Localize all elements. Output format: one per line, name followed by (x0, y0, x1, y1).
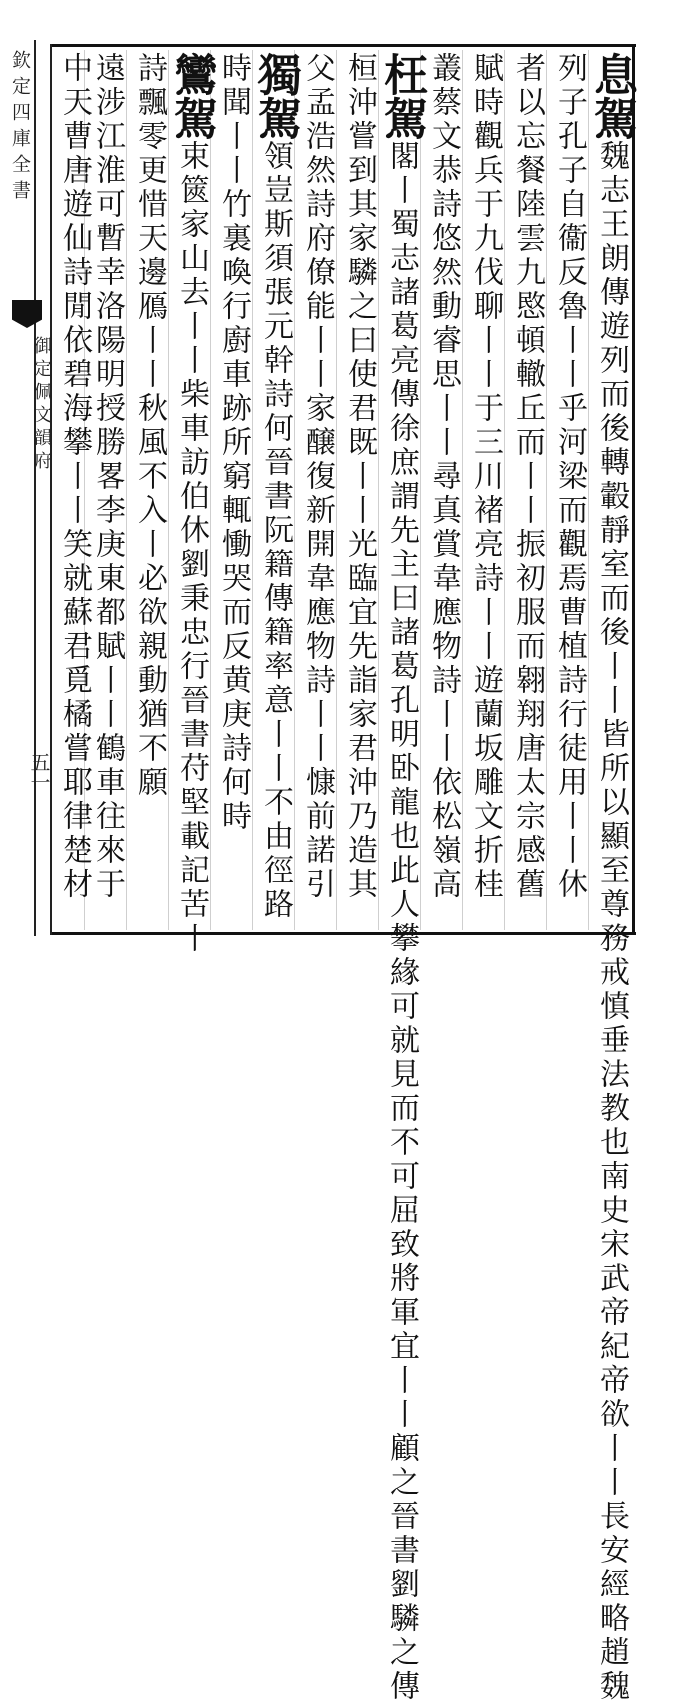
text-column-12 (127, 52, 171, 926)
entry-heading: 息駕 (586, 52, 637, 140)
text-column-2 (547, 52, 591, 926)
entry-heading: 鸞駕 (166, 52, 217, 140)
column-text: 閣丨蜀志諸葛亮傳徐庶謂先主曰諸葛孔明卧龍也此人攀緣可就見而不可屈致將軍宜丨丨顧之晉書劉驎之傳 (384, 140, 419, 1704)
column-text: 中天曹唐遊仙詩閒依碧海攀丨丨笑就蘇君覓橘嘗耶律楚材 (57, 52, 92, 902)
margin-subtitle: 御定佩文韻府 (31, 336, 52, 474)
text-column-6 (376, 52, 427, 1704)
fish-tail-icon (12, 300, 42, 328)
text-column-5 (421, 52, 465, 926)
column-text: 父孟浩然詩府僚能丨丨家醸復新開韋應物詩丨丨慷前諾引 (300, 52, 335, 902)
frame-top-border (50, 44, 636, 47)
column-text: 遠涉江淮可暫幸洛陽明授勝畧李庚東都賦丨丨鶴車往來于 (90, 52, 125, 902)
entry-heading: 枉駕 (376, 52, 427, 140)
frame-bottom-border (50, 932, 636, 935)
column-text: 者以忘餐陸雲九愍頓轍丘而丨丨振初服而翱翔唐太宗感舊 (510, 52, 545, 902)
page-number: 五一 (27, 752, 51, 792)
text-column-7 (337, 52, 381, 926)
column-text: 時聞丨丨竹裏喚行廚車跡所窮輒慟哭而反黄庚詩何時 (216, 52, 251, 834)
frame-left-outer-border (34, 40, 36, 936)
column-text: 束篋家山去丨丨柴車訪伯休劉秉忠行晉書苻堅載記苦丨 (174, 140, 209, 956)
entry-heading: 獨駕 (250, 52, 301, 140)
text-column-10 (211, 52, 255, 926)
column-text: 賦時觀兵于九伐聊丨丨于三川褚亮詩丨丨遊蘭坂雕文折桂 (468, 52, 503, 902)
column-text: 桓沖嘗到其家驎之曰使君既丨丨光臨宜先詣家君沖乃造其 (342, 52, 377, 902)
column-text: 叢蔡文恭詩悠然動睿思丨丨尋真賞韋應物詩丨丨依松嶺高 (426, 52, 461, 902)
text-column-3 (505, 52, 549, 926)
text-column-14 (52, 52, 96, 926)
column-text: 列子孔子自衞反魯丨丨乎河梁而觀焉曹植詩行徒用丨丨休 (552, 52, 587, 902)
column-text: 詩飄零更惜天邊鴈丨丨秋風不入丨必欲親動猶不願 (132, 52, 167, 800)
margin-book-title: 欽定四庫全書 (9, 50, 31, 206)
column-text: 魏志王朗傳遊列而後轉轂靜室而後丨丨皆所以顯至尊務戒慎垂法教也南史宋武帝紀帝欲丨丨長安經略趙魏 (594, 140, 629, 1704)
text-column-8 (295, 52, 339, 926)
text-column-4 (463, 52, 507, 926)
text-column-9 (250, 52, 301, 926)
text-column-11 (166, 52, 217, 956)
text-column-1 (586, 52, 637, 1704)
column-text: 領豈斯須張元幹詩何晉書阮籍傳籍率意丨丨不由徑路 (258, 140, 293, 922)
